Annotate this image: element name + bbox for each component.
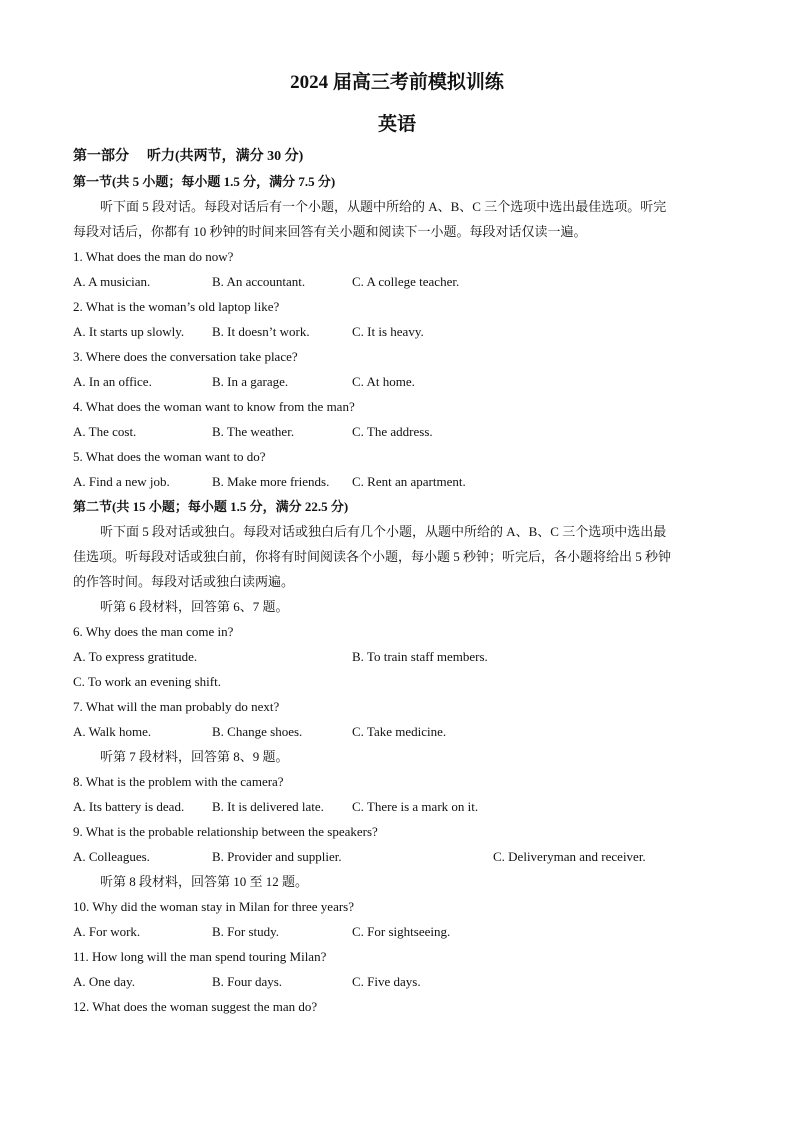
q6-option-b: B. To train staff members. <box>352 649 488 664</box>
question-7: 7. What will the man probably do next? <box>73 699 280 714</box>
q4-option-b: B. The weather. <box>212 424 295 439</box>
q1-option-c: C. A college teacher. <box>352 274 460 289</box>
q3-option-b: B. In a garage. <box>212 374 289 389</box>
q1-option-a: A. A musician. <box>73 274 151 289</box>
q10-option-a: A. For work. <box>73 924 141 939</box>
q9-option-c: C. Deliveryman and receiver. <box>493 849 646 864</box>
q8-option-c: C. There is a mark on it. <box>352 799 479 814</box>
q11-option-b: B. Four days. <box>212 974 283 989</box>
q4-option-c: C. The address. <box>352 424 433 439</box>
question-3: 3. Where does the conversation take place? <box>73 349 298 364</box>
q1-option-b: B. An accountant. <box>212 274 306 289</box>
question-5: 5. What does the woman want to do? <box>73 449 266 464</box>
material7-note: 听第 7 段材料，回答第 8、9 题。 <box>100 749 289 764</box>
q9-option-a: A. Colleagues. <box>73 849 150 864</box>
question-8: 8. What is the problem with the camera? <box>73 774 284 789</box>
question-9: 9. What is the probable relationship between the speakers? <box>73 824 378 839</box>
q11-option-a: A. One day. <box>73 974 135 989</box>
q3-option-c: C. At home. <box>352 374 415 389</box>
section1-heading: 第一节(共 5 小题；每小题 1.5 分，满分 7.5 分) <box>73 174 336 189</box>
subject-title: 英语 <box>377 114 416 135</box>
q5-option-c: C. Rent an apartment. <box>352 474 466 489</box>
q7-option-a: A. Walk home. <box>73 724 152 739</box>
q3-option-a: A. In an office. <box>73 374 152 389</box>
q6-option-a: A. To express gratitude. <box>73 649 198 664</box>
q8-option-b: B. It is delivered late. <box>212 799 324 814</box>
q2-option-b: B. It doesn’t work. <box>212 324 310 339</box>
q7-option-b: B. Change shoes. <box>212 724 303 739</box>
section1-instructions-line1: 听下面 5 段对话。每段对话后有一个小题，从题中所给的 A、B、C 三个选项中选出最佳选项。听完 <box>100 199 667 214</box>
q9-option-b: B. Provider and supplier. <box>212 849 342 864</box>
question-2: 2. What is the woman’s old laptop like? <box>73 299 280 314</box>
q10-option-b: B. For study. <box>212 924 280 939</box>
section2-instructions-line3: 的作答时间。每段对话或独白读两遍。 <box>73 574 295 589</box>
q4-option-a: A. The cost. <box>73 424 137 439</box>
question-4: 4. What does the woman want to know from the man? <box>73 399 355 414</box>
section2-instructions-line1: 听下面 5 段对话或独白。每段对话或独白后有几个小题，从题中所给的 A、B、C 三个选项中选出最 <box>100 524 667 539</box>
section1-instructions-line2: 每段对话后，你都有 10 秒钟的时间来回答有关小题和阅读下一小题。每段对话仅读一遍。 <box>73 224 587 239</box>
question-1: 1. What does the man do now? <box>73 249 234 264</box>
part1-heading <box>73 147 303 167</box>
q10-option-c: C. For sightseeing. <box>352 924 451 939</box>
part1-heading-detail: 听力(共两节，满分 30 分) <box>147 149 304 164</box>
question-12: 12. What does the woman suggest the man do? <box>73 999 318 1014</box>
q5-option-b: B. Make more friends. <box>212 474 330 489</box>
q11-option-c: C. Five days. <box>352 974 421 989</box>
question-10: 10. Why did the woman stay in Milan for three years? <box>73 899 354 914</box>
q7-option-c: C. Take medicine. <box>352 724 447 739</box>
exam-title: 2024 届高三考前模拟训练 <box>290 72 504 93</box>
question-11: 11. How long will the man spend touring Milan? <box>73 949 327 964</box>
part1-heading-label: 第一部分 <box>73 149 129 164</box>
section2-heading: 第二节(共 15 小题；每小题 1.5 分，满分 22.5 分) <box>73 499 349 514</box>
section2-instructions-line2: 佳选项。听每段对话或独白前，你将有时间阅读各个小题，每小题 5 秒钟；听完后，各小题将给出 5 秒钟 <box>73 549 672 564</box>
question-6: 6. Why does the man come in? <box>73 624 234 639</box>
q8-option-a: A. Its battery is dead. <box>73 799 185 814</box>
q5-option-a: A. Find a new job. <box>73 474 170 489</box>
q6-option-c: C. To work an evening shift. <box>73 674 221 689</box>
material6-note: 听第 6 段材料，回答第 6、7 题。 <box>100 599 289 614</box>
q2-option-c: C. It is heavy. <box>352 324 424 339</box>
q2-option-a: A. It starts up slowly. <box>73 324 185 339</box>
material8-note: 听第 8 段材料，回答第 10 至 12 题。 <box>100 874 309 889</box>
